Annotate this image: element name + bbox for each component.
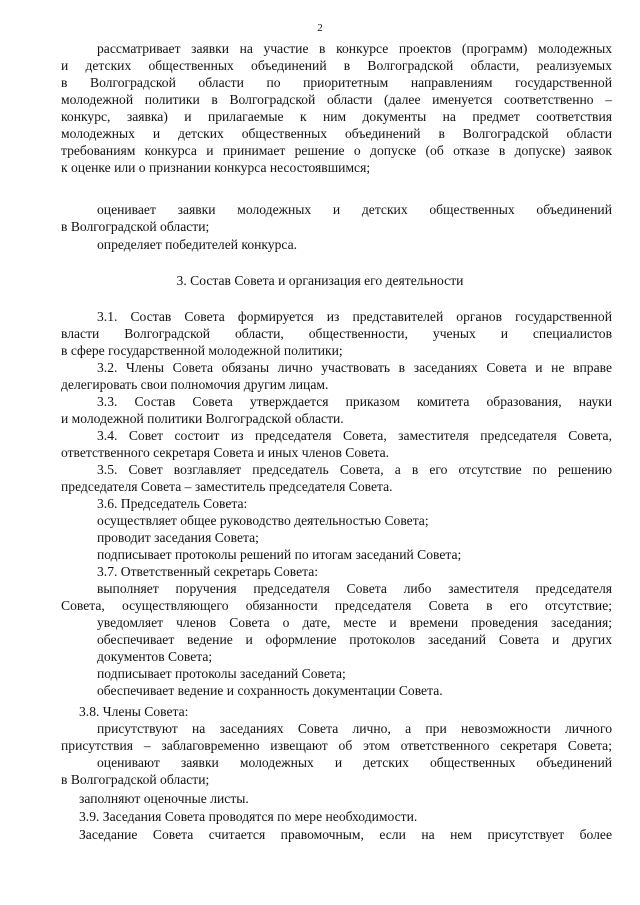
paragraph-line: в Волгоградской области; [61,772,210,787]
paragraph-line: 3.2. Члены Совета обязаны лично участвовать в заседаниях Совета и не вправе [97,360,612,375]
paragraph-line: оценивают заявки молодежных и детских общественных объединений [97,755,612,770]
paragraph-line: подписывает протоколы заседаний Совета; [97,666,346,681]
paragraph-line: осуществляет общее руководство деятельностью Совета; [97,513,429,528]
paragraph-line: уведомляет членов Совета о дате, месте и времени проведения заседания; [97,615,612,630]
paragraph-line: председателя Совета – заместитель председателя Совета. [61,479,393,494]
section-heading: 3. Состав Совета и организация его деятельности [176,273,464,288]
paragraph-line: требованиям конкурса и принимает решение о допуске (об отказе в допуске) заявок [61,143,612,158]
paragraph-line: 3.9. Заседания Совета проводятся по мере необходимости. [79,809,418,824]
page-number: 2 [317,22,323,34]
paragraph-line: 3.7. Ответственный секретарь Совета: [97,564,319,579]
paragraph-line: подписывает протоколы решений по итогам заседаний Совета; [97,547,462,562]
paragraph-line: Заседание Совета считается правомочным, если на нем присутствует более [79,827,612,842]
paragraph-line: 3.5. Совет возглавляет председатель Совета, а в его отсутствие по решению [97,462,612,477]
paragraph-line: заполняют оценочные листы. [79,791,249,806]
paragraph-line: документов Совета; [97,649,213,664]
paragraph-line: власти Волгоградской области, общественности, ученых и специалистов [61,326,612,341]
paragraph-line: обеспечивает ведение и сохранность документации Совета. [97,683,443,698]
paragraph-line: обеспечивает ведение и оформление протоколов заседаний Совета и других [97,632,612,647]
paragraph-line: выполняет поручения председателя Совета либо заместителя председателя [97,581,612,596]
paragraph-line: 3.3. Состав Совета утверждается приказом комитета образования, науки [97,394,612,409]
paragraph-line: проводит заседания Совета; [97,530,259,545]
paragraph-line: присутствия – заблаговременно извещают об этом ответственного секретаря Совета; [61,738,612,753]
paragraph-line: и молодежной политики Волгоградской области. [61,411,344,426]
paragraph-line: в Волгоградской области по приоритетным направлениям государственной [61,75,612,90]
paragraph-line: к оценке или о признании конкурса несостоявшимся; [61,160,371,175]
paragraph-line: определяет победителей конкурса. [97,237,298,252]
paragraph-line: в сфере государственной молодежной политики; [61,343,343,358]
paragraph-line: ответственного секретаря Совета и иных членов Совета. [61,445,390,460]
paragraph-line: Совета, осуществляющего обязанности председателя Совета в его отсутствие; [61,598,612,613]
paragraph-line: 3.4. Совет состоит из председателя Совета, заместителя председателя Совета, [97,428,612,443]
paragraph-line: конкурс, заявка) и прилагаемые к ним документы на предмет соответствия [61,109,612,124]
paragraph-line: 3.1. Состав Совета формируется из представителей органов государственной [97,309,612,324]
paragraph-line: в Волгоградской области; [61,219,210,234]
paragraph-line: рассматривает заявки на участие в конкурсе проектов (программ) молодежных [97,41,612,56]
paragraph-line: 3.8. Члены Совета: [79,704,189,719]
paragraph-line: молодежных и детских общественных объединений в Волгоградской области [61,126,612,141]
paragraph-line: и детских общественных объединений в Волгоградской области, реализуемых [61,58,612,73]
paragraph-line: 3.6. Председатель Совета: [97,496,248,511]
paragraph-line: присутствуют на заседаниях Совета лично, а при невозможности личного [97,721,612,736]
paragraph-line: оценивает заявки молодежных и детских общественных объединений [97,202,612,217]
paragraph-line: делегировать свои полномочия другим лицам. [61,377,329,392]
paragraph-line: молодежной политики в Волгоградской области (далее именуется соответственно – [61,92,612,107]
